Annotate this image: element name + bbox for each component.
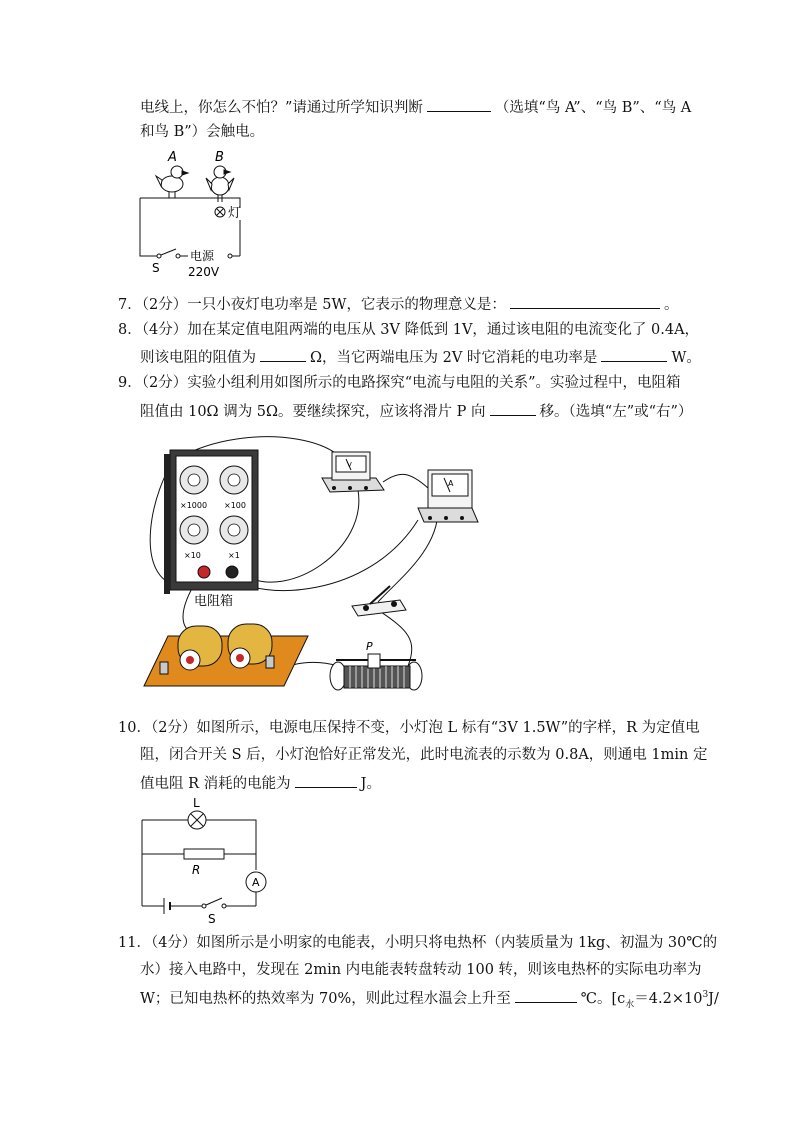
q8-blank-resistance[interactable]: [260, 346, 306, 362]
rheostat-icon: [330, 654, 422, 690]
q9-answer-blank[interactable]: [490, 400, 536, 416]
q10-circuit-figure: [136, 796, 268, 926]
q8-text-post: W。: [671, 350, 701, 366]
bird-a-icon: [156, 166, 188, 198]
q6-answer-blank[interactable]: [427, 96, 491, 112]
q10-line1: 10．（2分）如图所示，电源电压保持不变，小灯泡 L 标有“3V 1.5W”的字样，R 为定值电: [118, 720, 700, 736]
dial-10-label: ×10: [184, 551, 201, 560]
q10-line2: 阻，闭合开关 S 后，小灯泡恰好正常发光，此时电流表的示数为 0.8A，则通电 1min 定: [140, 747, 708, 763]
dial-1-label: ×1: [228, 551, 240, 560]
ammeter-icon: [418, 470, 478, 522]
voltage-label: 220V: [188, 265, 220, 279]
switch-label: S: [152, 261, 160, 275]
q8-text-pre: 则该电阻的阻值为: [140, 350, 256, 366]
q9-line2: [140, 400, 692, 422]
q6-bird-circuit-figure: [132, 146, 252, 284]
switch-s-label: S: [208, 912, 216, 926]
q6-text-pre: 电线上，你怎么不怕？”请通过所学知识判断: [140, 100, 423, 116]
q9-text-pre: 阻值由 10Ω 调为 5Ω。要继续探究，应该将滑片 P 向: [140, 404, 486, 420]
ammeter-a-label: A: [252, 876, 260, 889]
q11-text-post: J/: [708, 991, 719, 1007]
q6-line1: [140, 96, 691, 118]
resistance-box-label: 电阻箱: [194, 594, 234, 609]
source-label: 电源: [190, 249, 215, 263]
q11-text-pre: W；已知电热杯的热效率为 70%，则此过程水温会上升至: [140, 991, 511, 1007]
minus-terminal-label: −: [180, 568, 189, 579]
bird-a-label: A: [168, 150, 177, 165]
bird-b-icon: [206, 166, 234, 202]
q11-line1: 11．（4分）如图所示是小明家的电能表，小明只将电热杯（内装质量为 1kg、初温为 30℃的: [118, 935, 718, 951]
dial-1000-label: ×1000: [180, 501, 208, 510]
resistance-box: [164, 450, 258, 594]
q6-line2: 和鸟 B”）会触电。: [140, 124, 265, 140]
q8-text-mid: Ω，当它两端电压为 2V 时它消耗的电功率是: [310, 350, 598, 366]
q6-text-post: （选填“鸟 A”、“鸟 B”、“鸟 A: [494, 100, 692, 116]
q8-line2: [140, 346, 701, 368]
q10-line3: [140, 772, 381, 794]
plus-terminal-label: +: [244, 568, 253, 579]
q10-text-pre: 值电阻 R 消耗的电能为: [140, 776, 291, 792]
q9-text-post: 移。（选填“左”或“右”）: [539, 404, 693, 420]
ammeter-label: A: [448, 479, 454, 488]
q11-superscript-exp: 3: [702, 990, 709, 1001]
slider-p-label: P: [366, 640, 373, 653]
q8-line1: 8．（4分）加在某定值电阻两端的电压从 3V 降低到 1V，通过该电阻的电流变化了 0.4A，: [118, 322, 700, 338]
dial-100-label: ×100: [224, 501, 246, 510]
q7-line: [118, 293, 678, 315]
q7-end: 。: [663, 297, 679, 313]
q11-line2: 水）接入电路中，发现在 2min 内电能表转盘转动 100 转，则该电热杯的实际电功率为: [140, 962, 702, 978]
lamp-label: 灯: [228, 206, 242, 221]
bird-b-label: B: [215, 150, 224, 165]
q7-answer-blank[interactable]: [510, 293, 660, 309]
resistor-r-label: R: [192, 863, 201, 877]
q8-blank-power[interactable]: [601, 346, 667, 362]
q11-text-eq: ＝4.2×10: [634, 991, 703, 1007]
voltmeter-label: V: [347, 461, 352, 469]
q9-line1: 9．（2分）实验小组利用如图所示的电路探究“电流与电阻的关系”。实验过程中，电阻箱: [118, 375, 681, 391]
q11-line3: [140, 987, 719, 1009]
q11-subscript-water: 水: [625, 999, 635, 1010]
q10-answer-blank[interactable]: [295, 772, 357, 788]
q11-answer-blank[interactable]: [515, 987, 577, 1003]
lamp-l-label: L: [193, 796, 200, 810]
q10-text-post: J。: [360, 776, 381, 792]
voltmeter-icon: [322, 452, 384, 492]
battery-holder-icon: [144, 624, 308, 686]
q7-text: 7．（2分）一只小夜灯电功率是 5W，它表示的物理意义是：: [118, 297, 506, 313]
q9-experiment-figure: [138, 430, 494, 694]
q11-text-mid: ℃。[c: [580, 991, 626, 1007]
